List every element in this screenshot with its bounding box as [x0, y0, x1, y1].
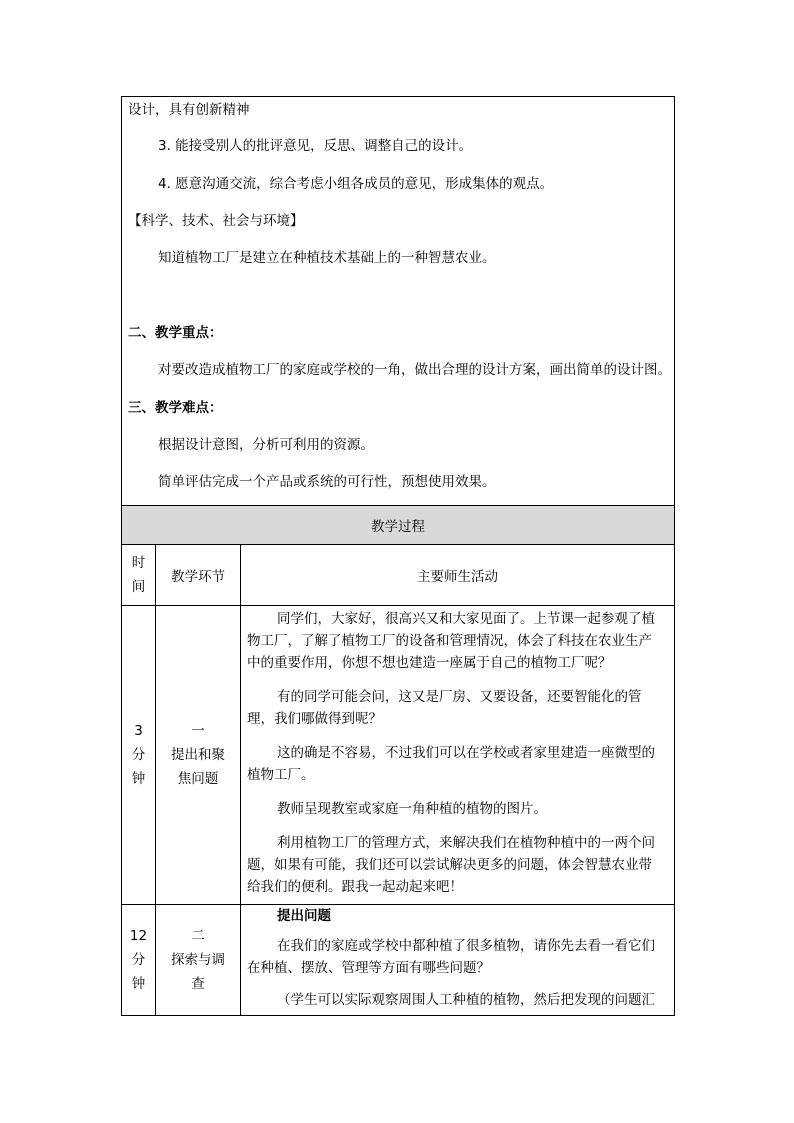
row2-time: [122, 905, 156, 1016]
sts-objective: 知道植物工厂是建立在种植技术基础上的一种智慧农业。: [158, 250, 496, 266]
row1-p3-line1: 这的确是不容易，不过我们可以在学校或者家里建造一座微型的: [277, 745, 655, 761]
row2-stage-name-2: 查: [191, 976, 205, 992]
row1-p5-line3: 给我们的便利。跟我一起动起来吧！: [247, 879, 463, 895]
row2-stage-number: 二: [191, 928, 205, 944]
row2-activities: [241, 905, 675, 1016]
row1-time-unit-1: 分: [131, 747, 146, 763]
objectives-section: [122, 97, 675, 506]
objective-3: 3. 能接受别人的批评意见，反思、调整自己的设计。: [158, 138, 473, 154]
row1-stage-name-2: 焦问题: [177, 771, 219, 787]
row2-p2: （学生可以实际观察周围人工种植的植物，然后把发现的问题汇: [277, 992, 655, 1008]
stage-column-header: 教学环节: [156, 545, 241, 606]
difficulties-heading: 三、教学难点：: [128, 400, 223, 416]
difficulty-1: 根据设计意图，分析可利用的资源。: [158, 437, 374, 453]
row1-p3-line2: 植物工厂。: [247, 767, 315, 783]
objective-4: 4. 愿意沟通交流，综合考虑小组各成员的意见，形成集体的观点。: [158, 176, 554, 192]
row2-stage-name-1: 探索与调: [171, 952, 225, 968]
objective-continuation: 设计，具有创新精神: [128, 102, 250, 118]
time-header-char-2: 间: [131, 579, 146, 595]
row1-stage-name-1: 提出和聚: [171, 747, 225, 763]
row2-p1-line1: 在我们的家庭或学校中都种植了很多植物，请你先去看一看它们: [277, 938, 655, 954]
lesson-plan-table: [121, 96, 675, 1016]
row2-time-unit-1: 分: [131, 952, 146, 968]
row1-time-unit-2: 钟: [131, 771, 146, 787]
key-points-text: 对要改造成植物工厂的家庭或学校的一角，做出合理的设计方案，画出简单的设计图。: [158, 362, 671, 378]
process-title: 教学过程: [122, 506, 675, 545]
activity-column-header: 主要师生活动: [241, 545, 675, 606]
row1-time-value: 3: [134, 723, 143, 739]
row1-time: [122, 606, 156, 905]
row1-p4: 教师呈现教室或家庭一角种植的植物的图片。: [277, 801, 547, 817]
row1-p1-line2: 物工厂，了解了植物工厂的设备和管理情况，体会了科技在农业生产: [247, 633, 652, 649]
difficulty-2: 简单评估完成一个产品或系统的可行性，预想使用效果。: [158, 474, 496, 490]
key-points-heading: 二、教学重点：: [128, 325, 223, 341]
time-column-header: [122, 545, 156, 606]
row1-p5-line2: 题，如果有可能，我们还可以尝试解决更多的问题，体会智慧农业带: [247, 857, 652, 873]
row1-p1-line1: 同学们，大家好，很高兴又和大家见面了。上节课一起参观了植: [277, 611, 655, 627]
row1-p2-line1: 有的同学可能会问，这又是厂房、又要设备，还要智能化的管: [277, 689, 642, 705]
row1-p5-line1: 利用植物工厂的管理方式，来解决我们在植物种植中的一两个问: [277, 835, 655, 851]
row1-stage-number: 一: [191, 723, 205, 739]
row1-p1-line3: 中的重要作用，你想不想也建造一座属于自己的植物工厂呢？: [247, 655, 612, 671]
row1-activities: [241, 606, 675, 905]
row2-p1-line2: 在种植、摆放、管理等方面有哪些问题？: [247, 960, 490, 976]
row2-stage: [156, 905, 241, 1016]
section-heading-sts: 【科学、技术、社会与环境】: [128, 213, 304, 229]
row2-time-value: 12: [129, 928, 148, 944]
row2-heading: 提出问题: [277, 908, 331, 924]
row1-stage: [156, 606, 241, 905]
time-header-char-1: 时: [131, 555, 146, 571]
row1-p2-line2: 理，我们哪做得到呢？: [247, 711, 382, 727]
row2-time-unit-2: 钟: [131, 976, 146, 992]
